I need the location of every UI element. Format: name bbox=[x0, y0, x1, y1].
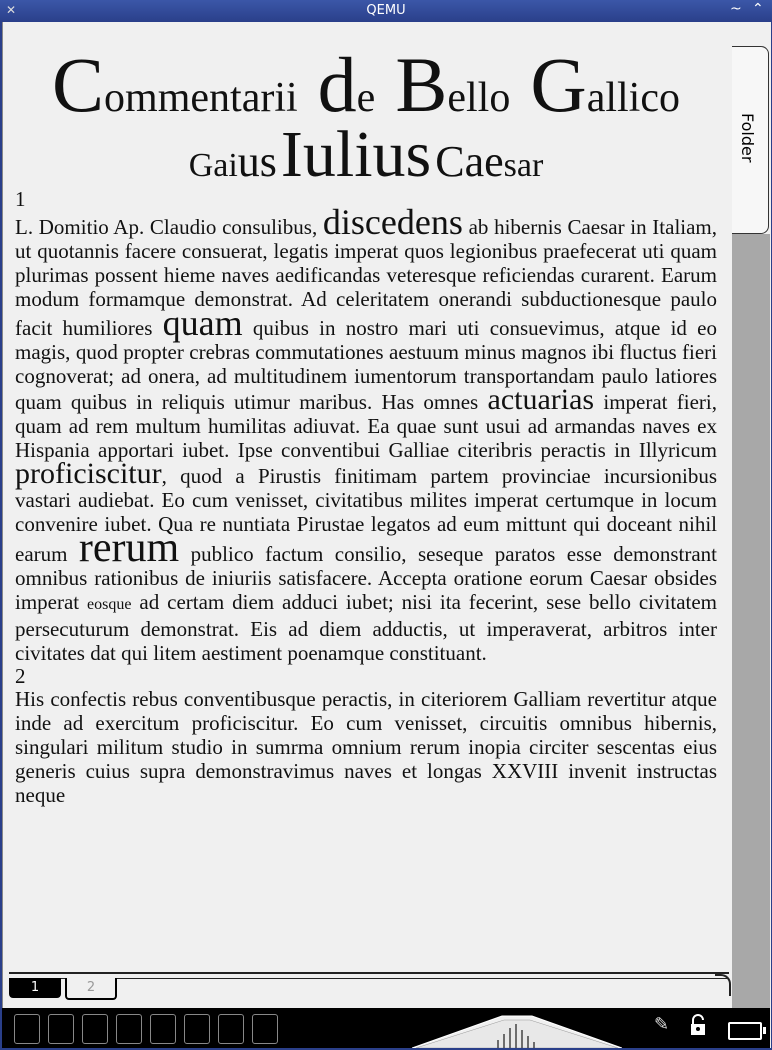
window-title: QEMU bbox=[366, 3, 406, 18]
title-word-1: Commentarii bbox=[52, 41, 298, 128]
pen-icon[interactable]: ✎ bbox=[654, 1014, 670, 1035]
page-curl bbox=[715, 974, 731, 996]
app-menu-icon[interactable]: ✕ bbox=[5, 3, 17, 17]
chapter-number: 2 bbox=[15, 664, 26, 688]
page-divider bbox=[9, 972, 729, 979]
document-author: Gaius Iulius Caesar bbox=[188, 118, 544, 191]
document-title bbox=[15, 41, 717, 128]
side-scroll-area[interactable] bbox=[732, 234, 770, 1030]
title-word-4: Gallico bbox=[530, 41, 680, 128]
taskbar-slot[interactable] bbox=[116, 1014, 142, 1044]
taskbar-slot[interactable] bbox=[252, 1014, 278, 1044]
taskbar-slot[interactable] bbox=[218, 1014, 244, 1044]
taskbar-slot[interactable] bbox=[184, 1014, 210, 1044]
taskbar-slot[interactable] bbox=[82, 1014, 108, 1044]
chapter-number: 1 bbox=[15, 187, 26, 211]
taskbar-slot[interactable] bbox=[14, 1014, 40, 1044]
title-word-2: de bbox=[317, 41, 376, 128]
title-word-3: Bello bbox=[395, 41, 511, 128]
battery-icon bbox=[728, 1022, 762, 1040]
taskbar-slot[interactable] bbox=[150, 1014, 176, 1044]
chapter-text: L. Domitio Ap. Claudio consulibus, discedens ab hibernis Caesar in Italiam, ut quotannis facere consuerat, legatis imperat quos legionibus praefecerat uti quam plurimas possent hieme naves aedificandas veteresque reficiendas curarent. Earum modum formamque demonstrat. Ad celeritatem onerandi subductionesque paulo facit humiliores quam quibus in nostro mari uti consuevimus, atque id eo magis, quod propter crebras commutationes aestuum minus magnos ibi fluctus fieri cognoverat; ad onera, ad multitudinem iumentorum transportandam paulo latiores quam quibus in reliquis utimur maribus. Has omnes actuarias imperat fieri, quam ad rem multum humilitas adiuvat. Ea quae sunt usui ad armandas naves ex Hispania apportari iubet. Ipse conventibui Galliae citeribris peractis in Illyricum proficiscitur, quod a Pirustis finitimam partem provinciae incursionibus vastari audiebat. Eo cum venisset, civitatibus milites imperat certumque in locum convenire iubet. Qua re nuntiata Pirustae legatos ad eum mittunt qui doceant nihil earum rerum publico factum consilio, seseque paratos esse demonstrant omnibus rationibus de iniuriis satisfacere. Accepta oratione eorum Caesar obsides imperat eosque ad certam diem adduci iubet; nisi ita fecerint, sese bello civitatem persecuturum demonstrat. Eis ad diem adductis, ut imperaverat, arbitros inter civitates dat qui litem aestiment poenamque constituant. bbox=[15, 202, 718, 665]
chapter-text: His confectis rebus conventibusque peractis, in citeriorem Galliam revertitur atque inde ad exercitum proficiscitur. Eo cum venisset, circuitis omnibus hibernis, singulari militum studio in sumrma omnium rerum inopia circiter sescentas eius generis cuius supra demonstravimus naves et longas XXVIII invenit instructas neque bbox=[15, 687, 717, 807]
reader-area bbox=[2, 22, 771, 1048]
minimize-icon[interactable]: ~ bbox=[730, 1, 742, 17]
lock-icon[interactable] bbox=[690, 1014, 706, 1036]
taskbar-slot[interactable] bbox=[48, 1014, 74, 1044]
page-tab-1[interactable]: 1 bbox=[9, 978, 61, 998]
document-page bbox=[15, 40, 717, 807]
title-bar[interactable] bbox=[0, 0, 772, 22]
folder-tab-label: Folder bbox=[738, 113, 757, 163]
page-tab-2[interactable]: 2 bbox=[65, 978, 117, 1000]
folder-tab[interactable] bbox=[732, 46, 769, 234]
home-button[interactable] bbox=[412, 1012, 622, 1048]
close-icon[interactable]: ⌃ bbox=[752, 1, 764, 17]
taskbar bbox=[2, 1008, 770, 1048]
